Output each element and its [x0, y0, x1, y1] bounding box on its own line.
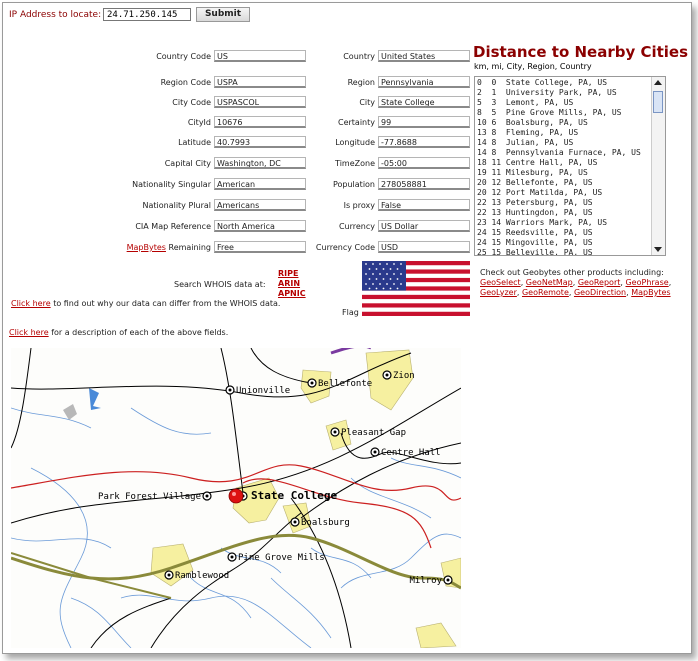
page-frame — [2, 2, 692, 654]
whois-explain-text: to find out why our data can differ from the WHOIS data. — [53, 299, 281, 308]
region-code-label — [31, 78, 211, 87]
population-label — [265, 180, 375, 189]
population-field[interactable]: 278058881 — [378, 178, 470, 190]
nationality-singular-label — [31, 180, 211, 189]
region-label — [265, 78, 375, 87]
longitude-label-text: Longitude — [335, 138, 375, 147]
nationality-plural-field[interactable]: Americans — [214, 199, 306, 211]
scroll-up-icon[interactable] — [654, 80, 662, 85]
nearby-city-item[interactable]: 10 6 Boalsburg, PA, US — [477, 118, 588, 127]
country-field[interactable]: United States — [378, 50, 470, 62]
whois-link-apnic[interactable]: APNIC — [278, 289, 306, 298]
region-code-label-text: Region Code — [160, 78, 211, 87]
cityid-field[interactable]: 10676 — [214, 116, 306, 128]
park-forest-village-map-label: Park Forest Village — [98, 492, 201, 502]
nearby-scrollbar[interactable] — [651, 77, 665, 255]
city-label — [265, 98, 375, 107]
latitude-label — [31, 138, 211, 147]
geoselect-link[interactable]: GeoSelect — [480, 278, 521, 287]
cia-map-reference-label — [31, 222, 211, 231]
zion-marker-dot — [386, 374, 389, 377]
cityid-label-text: CityId — [187, 118, 211, 127]
unionville-map-label: Unionville — [236, 386, 291, 396]
products-intro: Check out Geobytes other products including: — [480, 268, 664, 277]
nearby-city-item[interactable]: 25 15 Belleville, PA, US — [477, 248, 593, 256]
bellefonte-marker-dot — [311, 382, 314, 385]
georemote-link[interactable]: GeoRemote — [521, 288, 569, 297]
bellefonte-map-label: Bellefonte — [318, 379, 373, 389]
county-boundary — [11, 535, 461, 588]
geolyzer-link[interactable]: GeoLyzer — [480, 288, 517, 297]
scroll-down-icon[interactable] — [654, 247, 662, 252]
longitude-label — [265, 138, 375, 147]
nearby-city-item[interactable]: 2 1 University Park, PA, US — [477, 88, 617, 97]
capital-city-label — [31, 159, 211, 168]
description-note — [9, 328, 228, 337]
region-code-field[interactable]: USPA — [214, 76, 306, 88]
currency-label — [265, 222, 375, 231]
location-pin-icon — [229, 489, 243, 503]
state-college-map-label: State College — [251, 489, 338, 502]
mapbytes-link[interactable]: MapBytes — [126, 243, 166, 252]
is-proxy-label — [265, 201, 375, 210]
nearby-city-item[interactable]: 19 11 Milesburg, PA, US — [477, 168, 588, 177]
latitude-label-text: Latitude — [178, 138, 211, 147]
town-markers — [98, 371, 452, 586]
nationality-plural-label — [31, 201, 211, 210]
currency-label-text: Currency — [338, 222, 375, 231]
whois-click-here-link[interactable]: Click here — [11, 299, 51, 308]
currency-code-label — [265, 243, 375, 252]
capital-city-field[interactable]: Washington, DC — [214, 157, 306, 169]
nationality-singular-label-text: Nationality Singular — [132, 180, 211, 189]
timezone-label — [265, 159, 375, 168]
nearby-cities-list[interactable] — [474, 76, 666, 256]
cia-map-reference-label-text: CIA Map Reference — [135, 222, 211, 231]
nationality-singular-field[interactable]: American — [214, 178, 306, 190]
country-code-label-text: Country Code — [156, 52, 211, 61]
timezone-field[interactable]: -05:00 — [378, 157, 470, 169]
nearby-subtitle: km, mi, City, Region, Country — [474, 62, 592, 71]
whois-link-ripe[interactable]: RIPE — [278, 269, 299, 278]
nearby-city-item[interactable]: 24 15 Mingoville, PA, US — [477, 238, 593, 247]
pin-highlight — [232, 492, 236, 496]
location-map[interactable] — [11, 348, 461, 648]
nearby-city-item[interactable]: 18 11 Centre Hall, PA, US — [477, 158, 598, 167]
whois-label: Search WHOIS data at: — [174, 280, 266, 289]
nearby-city-item[interactable]: 0 0 State College, PA, US — [477, 78, 608, 87]
is-proxy-label-text: Is proxy — [343, 201, 375, 210]
nearby-city-item[interactable]: 22 13 Huntingdon, PA, US — [477, 208, 593, 217]
whois-note — [11, 299, 280, 308]
grey-area — [63, 404, 77, 420]
flag-label: Flag — [342, 308, 359, 317]
certainty-label — [265, 118, 375, 127]
scroll-thumb[interactable] — [653, 91, 663, 113]
population-label-text: Population — [332, 180, 375, 189]
purple-boundary — [331, 348, 371, 353]
pleasant-gap-marker-dot — [334, 431, 337, 434]
georeport-link[interactable]: GeoReport — [577, 278, 621, 287]
country-code-field[interactable]: US — [214, 50, 306, 62]
latitude-field[interactable]: 40.7993 — [214, 136, 306, 148]
us-flag-image — [362, 261, 470, 316]
city-field[interactable]: State College — [378, 96, 470, 108]
remaining-field[interactable]: Free — [214, 241, 306, 253]
nearby-city-item[interactable]: 5 3 Lemont, PA, US — [477, 98, 574, 107]
cia-map-reference-field[interactable]: North America — [214, 220, 306, 232]
water-features — [11, 408, 461, 648]
country-label — [265, 52, 375, 61]
city-code-field[interactable]: USPASCOL — [214, 96, 306, 108]
region-label-text: Region — [347, 78, 375, 87]
centre-hall-marker-dot — [374, 451, 377, 454]
ip-lookup-label: IP Address to locate: — [9, 10, 102, 20]
boalsburg-marker-dot — [294, 521, 297, 524]
nearby-city-item[interactable]: 20 12 Bellefonte, PA, US — [477, 178, 593, 187]
pine-grove-mills-marker-dot — [231, 556, 234, 559]
currency-code-field[interactable]: USD — [378, 241, 470, 253]
mapbytes-link[interactable]: MapBytes — [631, 288, 671, 297]
description-text: for a description of each of the above fields. — [51, 328, 229, 337]
nearby-city-item[interactable]: 23 14 Warriors Mark, PA, US — [477, 218, 608, 227]
nationality-plural-label-text: Nationality Plural — [142, 201, 211, 210]
remaining-label-text: Remaining — [168, 243, 211, 252]
ramblewood-map-label: Ramblewood — [175, 571, 230, 581]
zion-map-label: Zion — [393, 371, 415, 381]
pine-grove-mills-map-label: Pine Grove Mills — [238, 553, 325, 563]
map-canvas — [11, 348, 461, 648]
city-code-label — [31, 98, 211, 107]
geophrase-link[interactable]: GeoPhrase — [625, 278, 669, 287]
city-label-text: City — [359, 98, 375, 107]
nearby-title: Distance to Nearby Cities — [473, 43, 689, 61]
longitude-field[interactable]: -77.8688 — [378, 136, 470, 148]
products-block: Check out Geobytes other products including: GeoSelect, GeoNetMap, GeoReport, GeoPhrase, GeoLyzer, GeoRemote, GeoDirection, MapBytes — [480, 268, 685, 298]
timezone-label-text: TimeZone — [335, 159, 375, 168]
country-code-label — [31, 52, 211, 61]
certainty-label-text: Certainty — [338, 118, 375, 127]
whois-link-arin[interactable]: ARIN — [278, 279, 301, 288]
lake — [89, 388, 101, 410]
certainty-field[interactable]: 99 — [378, 116, 470, 128]
country-label-text: Country — [343, 52, 375, 61]
cityid-label — [31, 118, 211, 127]
milroy-marker-dot — [447, 579, 450, 582]
description-click-here-link[interactable]: Click here — [9, 328, 49, 337]
nearby-city-item[interactable]: 8 5 Pine Grove Mills, PA, US — [477, 108, 622, 117]
remaining-label — [31, 243, 211, 252]
park-forest-village-marker-dot — [206, 495, 209, 498]
milroy-map-label: Milroy — [409, 576, 442, 586]
boalsburg-map-label: Boalsburg — [301, 518, 350, 528]
region-field[interactable]: Pennsylvania — [378, 76, 470, 88]
nearby-city-item[interactable]: 14 8 Julian, PA, US — [477, 138, 574, 147]
centre-hall-map-label: Centre Hall — [381, 448, 441, 458]
geodirection-link[interactable]: GeoDirection — [573, 288, 627, 297]
submit-button[interactable]: Submit — [196, 7, 250, 22]
nearby-city-item[interactable]: 24 15 Reedsville, PA, US — [477, 228, 593, 237]
nearby-city-item[interactable]: 22 13 Petersburg, PA, US — [477, 198, 593, 207]
geonetmap-link[interactable]: GeoNetMap — [525, 278, 573, 287]
pleasant-gap-map-label: Pleasant Gap — [341, 428, 407, 438]
nearby-city-item[interactable]: 13 8 Fleming, PA, US — [477, 128, 579, 137]
currency-code-label-text: Currency Code — [315, 243, 375, 252]
capital-city-label-text: Capital City — [164, 159, 211, 168]
ip-address-input[interactable] — [103, 8, 191, 21]
nearby-city-item[interactable]: 20 12 Port Matilda, PA, US — [477, 188, 603, 197]
ramblewood-marker-dot — [168, 574, 171, 577]
city-code-label-text: City Code — [172, 98, 211, 107]
currency-field[interactable]: US Dollar — [378, 220, 470, 232]
unionville-marker-dot — [229, 389, 232, 392]
nearby-city-item[interactable]: 14 8 Pennsylvania Furnace, PA, US — [477, 148, 641, 157]
is-proxy-field[interactable]: False — [378, 199, 470, 211]
